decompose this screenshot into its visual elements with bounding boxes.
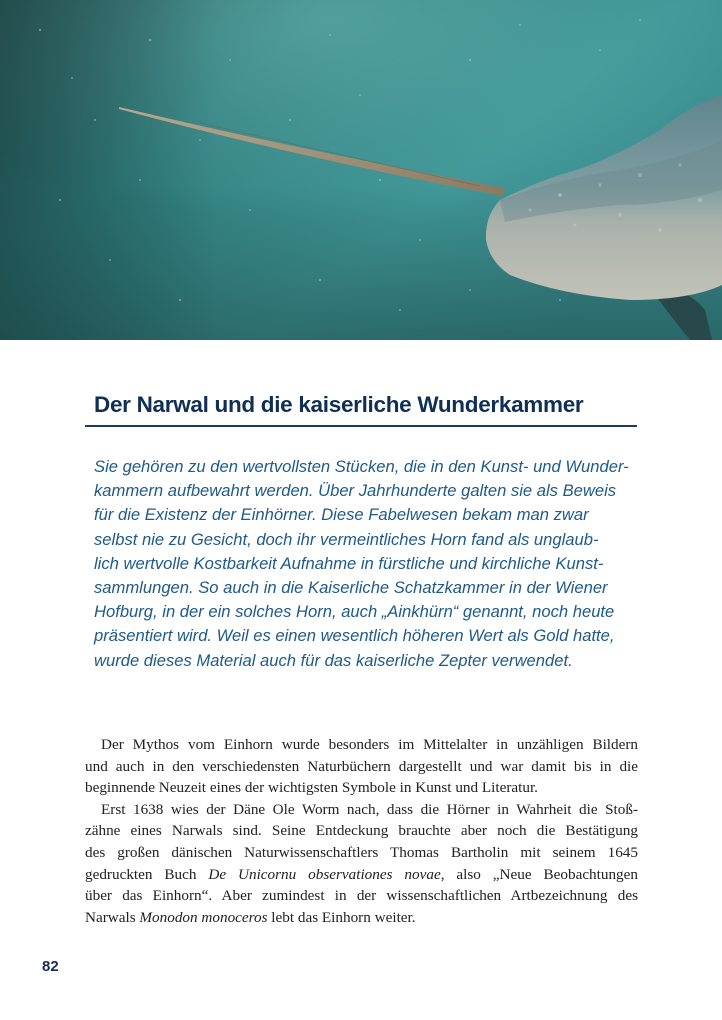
body-line — [85, 907, 638, 929]
narwhal-photo — [0, 0, 722, 340]
body-line: zähne eines Narwals sind. Seine Entdeckung brauchte aber noch die Bestätigung — [85, 822, 638, 840]
body-line: beginnende Neuzeit eines der wichtigsten Symbole in Kunst und Literatur. — [85, 779, 538, 797]
body-text-segment: gedruckten Buch — [85, 865, 209, 883]
body-line: Der Mythos vom Einhorn wurde besonders im Mittelalter in unzähligen Bildern — [101, 736, 638, 753]
narwhal-illustration — [0, 0, 722, 340]
intro-line: wurde dieses Material auch für das kaiserliche Zepter verwendet. — [94, 650, 573, 670]
body-line: Erst 1638 wies der Däne Ole Worm nach, dass die Hörner in Wahrheit die Stoß- — [101, 800, 638, 818]
body-line: über das Einhorn“. Aber zumindest in der wissenschaftlichen Artbezeichnung des — [85, 887, 638, 905]
book-title-italic: De Unicornu observationes novae — [208, 865, 441, 883]
intro-line: lich wertvolle Kostbarkeit Aufnahme in fürstliche und kirchliche Kunst- — [94, 553, 604, 573]
body-line — [85, 864, 638, 886]
body-text-segment: lebt das Einhorn weiter. — [267, 908, 416, 926]
body-line: und auch in den verschiedensten Naturbüchern dargestellt und war damit bis in die — [85, 757, 638, 775]
body-text-segment: , also „Neue Beobachtungen — [440, 865, 638, 883]
chapter-title: Der Narwal und die kaiserliche Wunderkammer — [94, 392, 584, 417]
intro-line: für die Existenz der Einhörner. Diese Fabelwesen bekam man zwar — [94, 505, 589, 525]
intro-line: sammlungen. So auch in die Kaiserliche Schatzkammer in der Wiener — [94, 578, 608, 598]
title-underline-rule — [85, 425, 637, 427]
body-text-segment: Narwals — [85, 908, 140, 926]
intro-line: selbst nie zu Gesicht, doch ihr vermeintliches Horn fand als unglaub- — [94, 529, 599, 549]
body-line: des großen dänischen Naturwissenschaftlers Thomas Bartholin mit seinem 1645 — [85, 843, 638, 861]
intro-line: Hofburg, in der ein solches Horn, auch „Ainkhürn“ genannt, noch heute — [94, 602, 615, 622]
species-name-italic: Monodon monoceros — [139, 908, 268, 926]
page-number: 82 — [42, 958, 59, 975]
intro-line: kammern aufbewahrt werden. Über Jahrhunderte galten sie als Beweis — [94, 481, 617, 501]
intro-line: präsentiert wird. Weil es einen wesentlich höheren Wert als Gold hatte, — [94, 626, 615, 646]
intro-paragraph — [94, 455, 654, 673]
body-text — [85, 734, 638, 928]
intro-line: Sie gehören zu den wertvollsten Stücken, die in den Kunst- und Wunder- — [94, 457, 629, 476]
